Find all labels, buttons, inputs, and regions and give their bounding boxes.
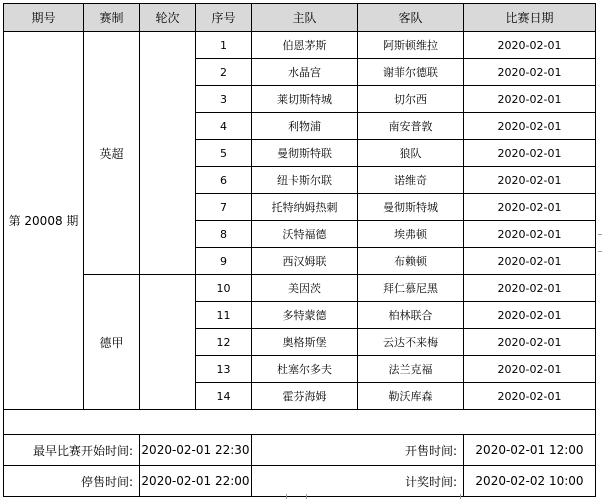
match-no-cell: 6: [196, 167, 252, 194]
home-team-cell: 霍芬海姆: [252, 383, 358, 410]
match-body: [4, 32, 596, 410]
away-team-cell: 柏林联合: [358, 302, 464, 329]
match-no-cell: 3: [196, 86, 252, 113]
footer-row-2: [4, 466, 596, 497]
away-team-cell: 南安普敦: [358, 113, 464, 140]
match-no-cell: 10: [196, 275, 252, 302]
home-team-cell: 托特纳姆热刺: [252, 194, 358, 221]
header-period: 期号: [4, 4, 84, 32]
home-team-cell: 利物浦: [252, 113, 358, 140]
home-team-cell: 奥格斯堡: [252, 329, 358, 356]
away-team-cell: 埃弗顿: [358, 221, 464, 248]
lottery-schedule-table: [3, 3, 596, 497]
match-date-cell: 2020-02-01: [464, 140, 596, 167]
match-date-cell: 2020-02-01: [464, 302, 596, 329]
period-cell: 第 20008 期: [4, 32, 84, 410]
match-date-cell: 2020-02-01: [464, 194, 596, 221]
table-row: [4, 275, 596, 302]
match-no-cell: 5: [196, 140, 252, 167]
header-date: 比赛日期: [464, 4, 596, 32]
away-team-cell: 拜仁慕尼黑: [358, 275, 464, 302]
sale-stop-label: 停售时间:: [4, 466, 140, 497]
match-no-cell: 7: [196, 194, 252, 221]
away-team-cell: 切尔西: [358, 86, 464, 113]
competition-cell: 德甲: [84, 275, 140, 410]
away-team-cell: 谢菲尔德联: [358, 59, 464, 86]
match-date-cell: 2020-02-01: [464, 248, 596, 275]
empty-cell: [4, 410, 596, 435]
sale-open-label: 开售时间:: [252, 435, 464, 466]
round-cell: [140, 32, 196, 275]
competition-cell: 英超: [84, 32, 140, 275]
match-date-cell: 2020-02-01: [464, 32, 596, 59]
footer-body: [4, 410, 596, 497]
match-date-cell: 2020-02-01: [464, 356, 596, 383]
earliest-start-label: 最早比赛开始时间:: [4, 435, 140, 466]
footer-row-1: [4, 435, 596, 466]
match-no-cell: 9: [196, 248, 252, 275]
away-team-cell: 阿斯顿维拉: [358, 32, 464, 59]
home-team-cell: 美因茨: [252, 275, 358, 302]
gridline-mark: [460, 494, 461, 499]
home-team-cell: 伯恩茅斯: [252, 32, 358, 59]
away-team-cell: 曼彻斯特城: [358, 194, 464, 221]
gridline-mark: [286, 494, 287, 499]
round-cell: [140, 275, 196, 410]
match-date-cell: 2020-02-01: [464, 113, 596, 140]
home-team-cell: 杜塞尔多夫: [252, 356, 358, 383]
gridline-mark: [598, 234, 602, 235]
match-date-cell: 2020-02-01: [464, 221, 596, 248]
header-home: 主队: [252, 4, 358, 32]
match-no-cell: 2: [196, 59, 252, 86]
earliest-start-value: 2020-02-01 22:30: [140, 435, 252, 466]
gridline-mark: [598, 251, 602, 252]
header-away: 客队: [358, 4, 464, 32]
match-no-cell: 12: [196, 329, 252, 356]
sale-stop-value: 2020-02-01 22:00: [140, 466, 252, 497]
home-team-cell: 曼彻斯特联: [252, 140, 358, 167]
prize-calc-label: 计奖时间:: [252, 466, 464, 497]
home-team-cell: 西汉姆联: [252, 248, 358, 275]
header-no: 序号: [196, 4, 252, 32]
empty-row: [4, 410, 596, 435]
home-team-cell: 水晶宫: [252, 59, 358, 86]
away-team-cell: 诺维奇: [358, 167, 464, 194]
match-date-cell: 2020-02-01: [464, 167, 596, 194]
prize-calc-value: 2020-02-02 10:00: [464, 466, 596, 497]
match-date-cell: 2020-02-01: [464, 86, 596, 113]
header-row: [4, 4, 596, 32]
table-row: [4, 32, 596, 59]
away-team-cell: 法兰克福: [358, 356, 464, 383]
home-team-cell: 莱切斯特城: [252, 86, 358, 113]
gridline-mark: [306, 494, 307, 499]
match-no-cell: 11: [196, 302, 252, 329]
header-competition: 赛制: [84, 4, 140, 32]
home-team-cell: 纽卡斯尔联: [252, 167, 358, 194]
sale-open-value: 2020-02-01 12:00: [464, 435, 596, 466]
match-no-cell: 4: [196, 113, 252, 140]
match-no-cell: 8: [196, 221, 252, 248]
away-team-cell: 云达不来梅: [358, 329, 464, 356]
header-round: 轮次: [140, 4, 196, 32]
match-date-cell: 2020-02-01: [464, 329, 596, 356]
away-team-cell: 狼队: [358, 140, 464, 167]
home-team-cell: 多特蒙德: [252, 302, 358, 329]
away-team-cell: 布赖顿: [358, 248, 464, 275]
match-no-cell: 14: [196, 383, 252, 410]
match-date-cell: 2020-02-01: [464, 275, 596, 302]
match-date-cell: 2020-02-01: [464, 59, 596, 86]
match-date-cell: 2020-02-01: [464, 383, 596, 410]
away-team-cell: 勒沃库森: [358, 383, 464, 410]
home-team-cell: 沃特福德: [252, 221, 358, 248]
match-no-cell: 13: [196, 356, 252, 383]
match-no-cell: 1: [196, 32, 252, 59]
